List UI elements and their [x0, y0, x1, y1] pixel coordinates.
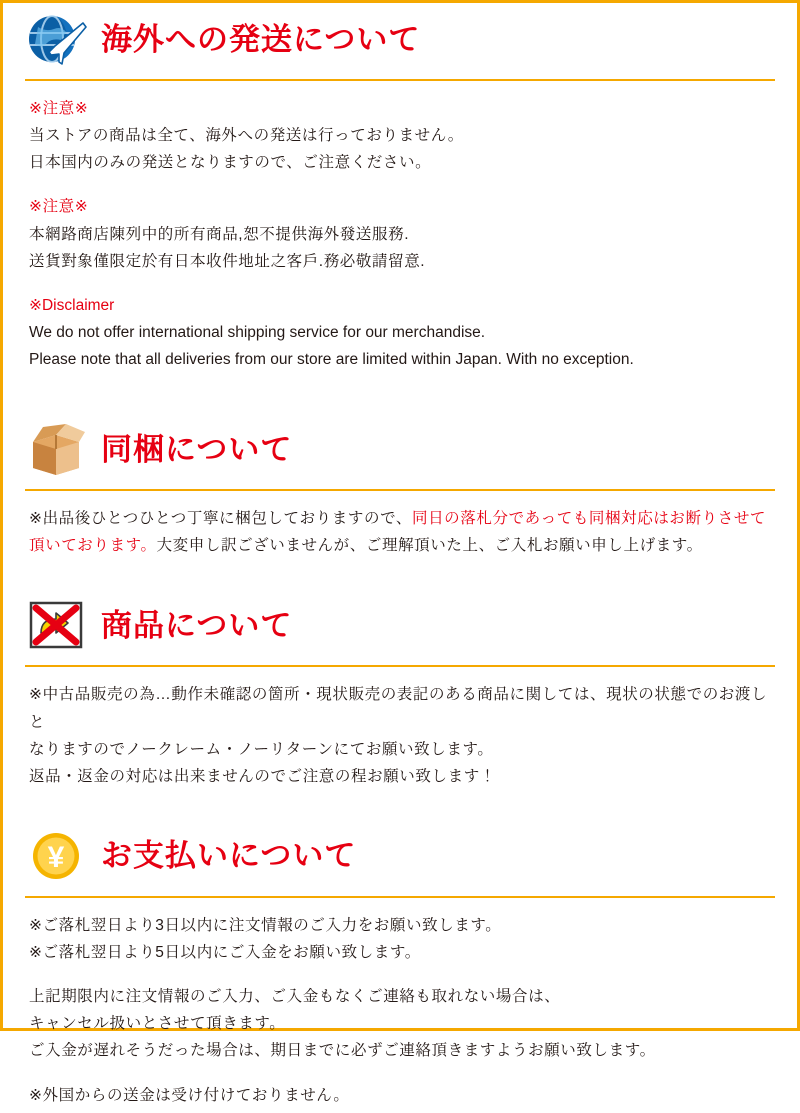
- section-title: 商品について: [101, 607, 293, 643]
- section-title: お支払いについて: [101, 838, 357, 874]
- notice-line: ※外国からの送金は受け付けておりません。: [29, 1086, 350, 1104]
- notice-line: 本網路商店陳列中的所有商品,恕不提供海外發送服務.: [29, 225, 410, 243]
- notice-line: 日本国内のみの発送となりますので、ご注意ください。: [29, 154, 432, 172]
- section-header-product: [25, 589, 775, 661]
- notice-line: 当ストアの商品は全て、海外への発送は行っておりません。: [29, 127, 464, 145]
- notice-line-text: ※出品後ひとつひとつ丁寧に梱包しておりますので、: [29, 510, 412, 528]
- notice-label-zh: ※注意※: [29, 198, 89, 216]
- notice-line: 返品・返金の対応は出来ませんのでご注意の程お願い致します！: [29, 767, 496, 785]
- notice-line: Please note that all deliveries from our store are limited within Japan. With no exception.: [29, 351, 634, 368]
- notice-line: ※中古品販売の為…動作未確認の箇所・現状販売の表記のある商品に関しては、現状の状態でのお渡しと: [29, 686, 768, 731]
- notice-line: [29, 505, 771, 532]
- notice-line: We do not offer international shipping service for our merchandise.: [29, 323, 486, 341]
- notice-line-emphasis: 同日の落札分であっても同梱対応はお断りさせて: [411, 510, 767, 528]
- spacer: [25, 377, 775, 413]
- notice-line-emphasis: 頂いております。: [29, 537, 157, 555]
- notice-label-jp: ※注意※: [29, 100, 89, 117]
- spacer: [29, 1065, 771, 1082]
- section-body-bundling: [25, 491, 775, 563]
- notice-label-en: ※Disclaimer: [29, 296, 115, 314]
- svg-text:¥: ¥: [47, 840, 65, 874]
- section-header-overseas-shipping: [25, 3, 775, 75]
- notice-line: ※ご落札翌日より5日以内にご入金をお願い致します。: [29, 944, 421, 961]
- notice-line: 送貨對象僅限定於有日本收件地址之客戶.務必敬請留意.: [29, 252, 426, 270]
- notice-line: ※ご落札翌日より3日以内に注文情報のご入力をお願い致します。: [29, 916, 502, 934]
- notice-line: キャンセル扱いとさせて頂きます。: [29, 1015, 286, 1033]
- notice-line: ご入金が遅れそうだった場合は、期日までに必ずご連絡頂きますようお願い致します。: [29, 1042, 656, 1060]
- spacer: [25, 563, 775, 589]
- notice-line: 上記期限内に注文情報のご入力、ご入金もなくご連絡も取れない場合は、: [29, 988, 561, 1006]
- section-body-product: [25, 667, 775, 794]
- notice-line: なりますのでノークレーム・ノーリターンにてお願い致します。: [29, 740, 494, 758]
- notice-line-text: 大変申し訳ございませんが、ご理解頂いた上、ご入札お願い申し上げます。: [156, 537, 703, 555]
- section-title: 同梱について: [101, 431, 293, 467]
- globe-airplane-icon: [25, 8, 87, 70]
- spacer: [29, 966, 771, 983]
- notice-line: [29, 532, 771, 559]
- cardboard-box-icon: [25, 418, 87, 480]
- spacer: [25, 794, 775, 820]
- section-title: 海外への発送について: [101, 21, 421, 57]
- section-body-overseas-shipping: [25, 81, 775, 377]
- yen-coin-icon: [25, 825, 87, 887]
- section-header-payment: [25, 820, 775, 892]
- no-return-icon: [25, 594, 87, 656]
- spacer: [29, 275, 771, 292]
- spacer: [29, 176, 771, 193]
- section-body-payment: [25, 898, 775, 1113]
- section-header-bundling: [25, 413, 775, 485]
